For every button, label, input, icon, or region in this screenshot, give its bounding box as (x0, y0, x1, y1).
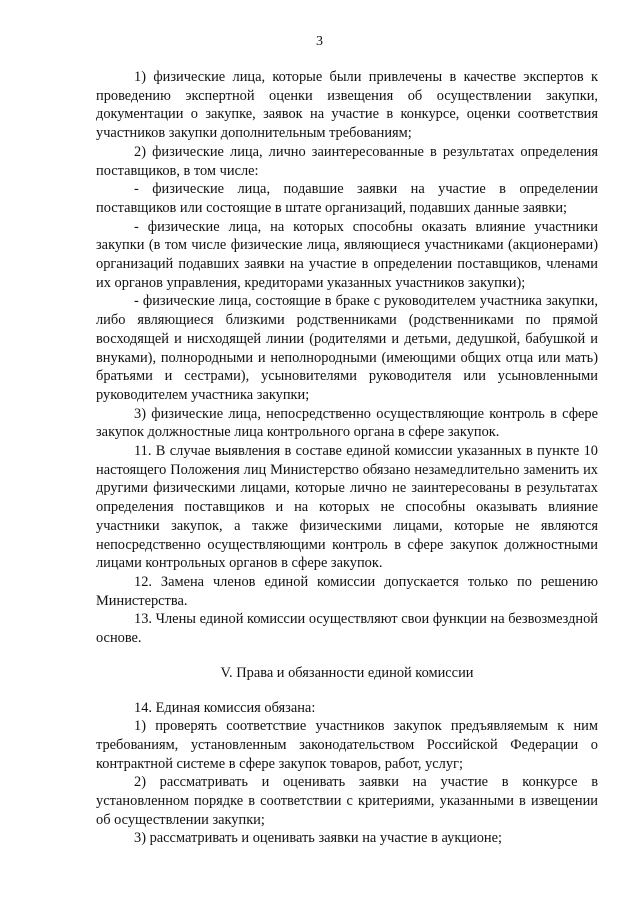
duty-item-2: 2) рассматривать и оценивать заявки на участие в конкурсе в установленном порядке в соответствии с критериями, указанными в извещении об осуществлении закупки; (96, 774, 598, 828)
paragraph-14: 14. Единая комиссия обязана: (134, 699, 316, 716)
section-heading: V. Права и обязанности единой комиссии (220, 664, 474, 681)
list-item-applicants: - физические лица, подавшие заявки на участие в определении поставщиков или состоящие в штате организаций, подавших данные заявки; (96, 181, 598, 216)
document-body (96, 68, 598, 848)
list-item-relatives: - физические лица, состоящие в браке с руководителем участника закупки, либо являющиеся близкими родственниками (родственниками по прямой восходящей и нисходящей линии (родителями и детьми, дедушкой, бабушкой и внуками), полнородными и неполнородными (имеющими общих отца или мать) братьями и сестрами), усыновителями руководителя или усыновленными руководителем участника закупки; (96, 293, 598, 403)
paragraph-experts: 1) физические лица, которые были привлечены в качестве экспертов к проведению экспертной оценки извещения об осуществлении закупки, документации о закупке, заявок на участие в конкурсе, оценки соответствия участников закупки дополнительным требованиям; (96, 69, 598, 142)
paragraph-12: 12. Замена членов единой комиссии допускается только по решению Министерства. (96, 573, 598, 609)
paragraph-control-officials: 3) физические лица, непосредственно осуществляющие контроль в сфере закупок должностные лица контрольного органа в сфере закупок. (96, 405, 598, 441)
paragraph-13: 13. Члены единой комиссии осуществляют свои функции на безвозмездной основе. (96, 611, 598, 647)
paragraph-interested-persons: 2) физические лица, лично заинтересованные в результатах определения поставщиков, в том числе: (96, 143, 598, 179)
paragraph-11: 11. В случае выявления в составе единой комиссии указанных в пункте 10 настоящего Положения лиц Министерство обязано незамедлительно заменить их другими физическими лицами, которые лично не заинтересованы в результатах определения поставщиков и на которых не способны оказывать влияние участники закупок, а также физическими лицами, которые не являются непосредственно осуществляющими контроль в сфере закупок должностными лицами контрольных органов в сфере закупок. (96, 443, 598, 572)
list-item-influenced-persons: - физические лица, на которых способны оказать влияние участники закупки (в том числе физические лица, являющиеся участниками (акционерами) организаций подавших заявки на участие в определении поставщиков, членами их органов управления, кредиторами указанных участников закупки); (96, 218, 598, 291)
duty-item-1: 1) проверять соответствие участников закупок предъявляемым к ним требованиям, установленным законодательством Российской Федерации о контрактной системе в сфере закупок товаров, работ, услуг; (96, 718, 598, 772)
page-number: 3 (316, 34, 323, 49)
duty-item-3: 3) рассматривать и оценивать заявки на участие в аукционе; (134, 830, 503, 847)
